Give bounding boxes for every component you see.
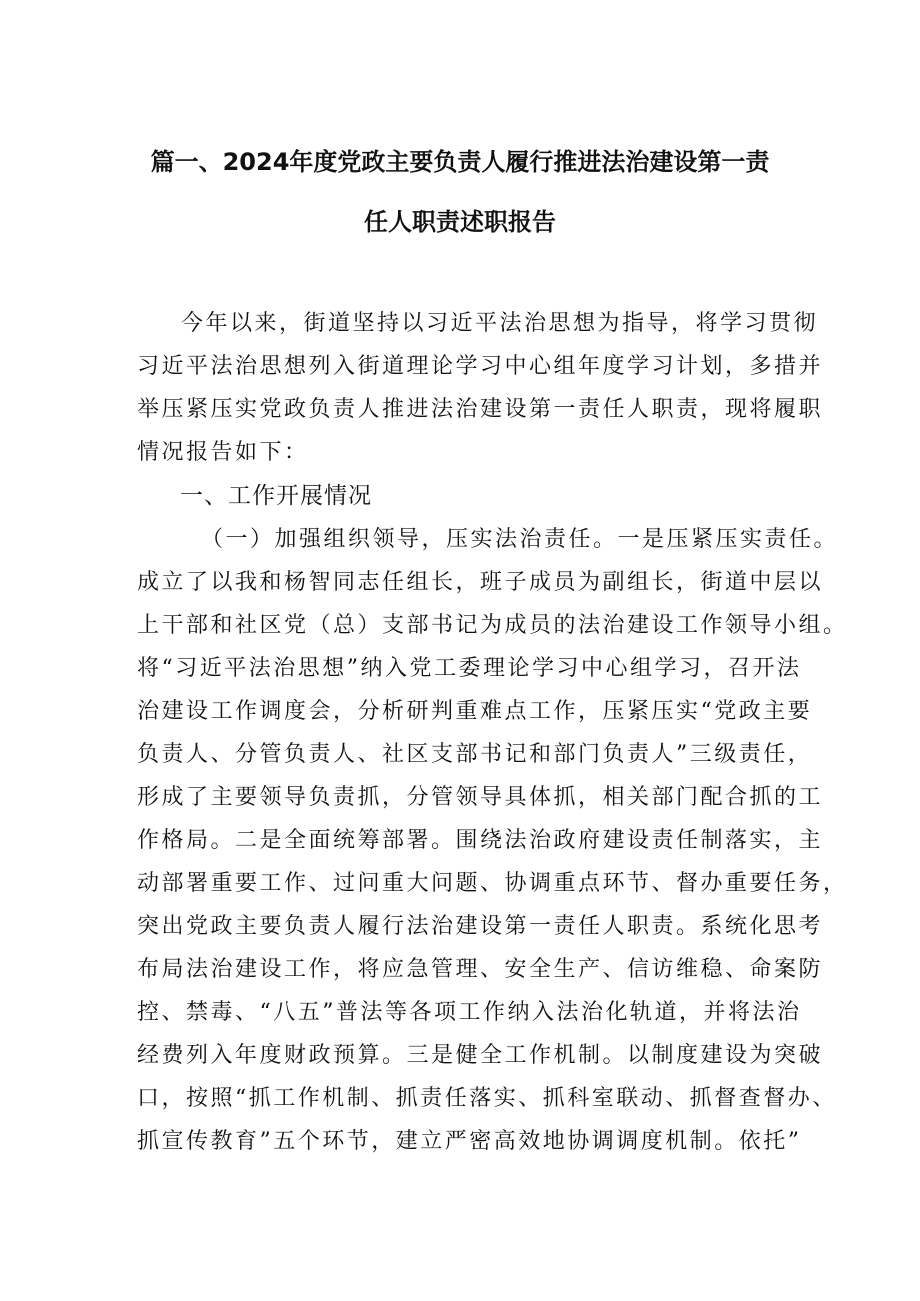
section-heading: 一、工作开展情况 — [180, 483, 372, 509]
document-title-line-1: 篇一、2024年度党政主要负责人履行推进法治建设第一责 — [150, 148, 770, 176]
body-line: 控、禁毒、“八五”普法等各项工作纳入法治化轨道，并将法治 — [137, 1000, 802, 1025]
body-line: 抓宣传教育”五个环节，建立严密高效地协调调度机制。依托” — [137, 1129, 802, 1154]
body-line: 作格局。二是全面统筹部署。围绕法治政府建设责任制落实，主 — [137, 828, 824, 853]
body-line: 布局法治建设工作，将应急管理、安全生产、信访维稳、命案防 — [137, 957, 824, 982]
body-line: 突出党政主要负责人履行法治建设第一责任人职责。系统化思考 — [137, 914, 824, 939]
intro-line: 举压紧压实党政负责人推进法治建设第一责任人职责，现将履职 — [137, 397, 824, 422]
body-line: 将“习近平法治思想”纳入党工委理论学习中心组学习，召开法 — [137, 656, 802, 681]
body-line: （一）加强组织领导，压实法治责任。一是压紧压实责任。 — [201, 527, 839, 552]
body-line: 治建设工作调度会，分析研判重难点工作，压紧压实“党政主要 — [137, 699, 813, 724]
body-line: 负责人、分管负责人、社区支部书记和部门负责人”三级责任， — [137, 742, 813, 767]
body-line: 成立了以我和杨智同志任组长，班子成员为副组长，街道中层以 — [137, 570, 824, 595]
body-line: 动部署重要工作、过问重大问题、协调重点环节、督办重要任务， — [137, 871, 848, 896]
document-title-line-2: 任人职责述职报告 — [364, 208, 556, 236]
intro-line: 情况报告如下： — [137, 440, 309, 465]
body-line: 形成了主要领导负责抓，分管领导具体抓，相关部门配合抓的工 — [137, 785, 824, 810]
intro-line: 习近平法治思想列入街道理论学习中心组年度学习计划，多措并 — [137, 354, 824, 379]
body-line: 上干部和社区党（总）支部书记为成员的法治建设工作领导小组。 — [137, 613, 848, 638]
intro-line: 今年以来，街道坚持以习近平法治思想为指导，将学习贯彻 — [181, 311, 819, 336]
body-line: 口，按照“抓工作机制、抓责任落实、抓科室联动、抓督查督办、 — [137, 1086, 837, 1111]
body-line: 经费列入年度财政预算。三是健全工作机制。以制度建设为突破 — [137, 1043, 824, 1068]
